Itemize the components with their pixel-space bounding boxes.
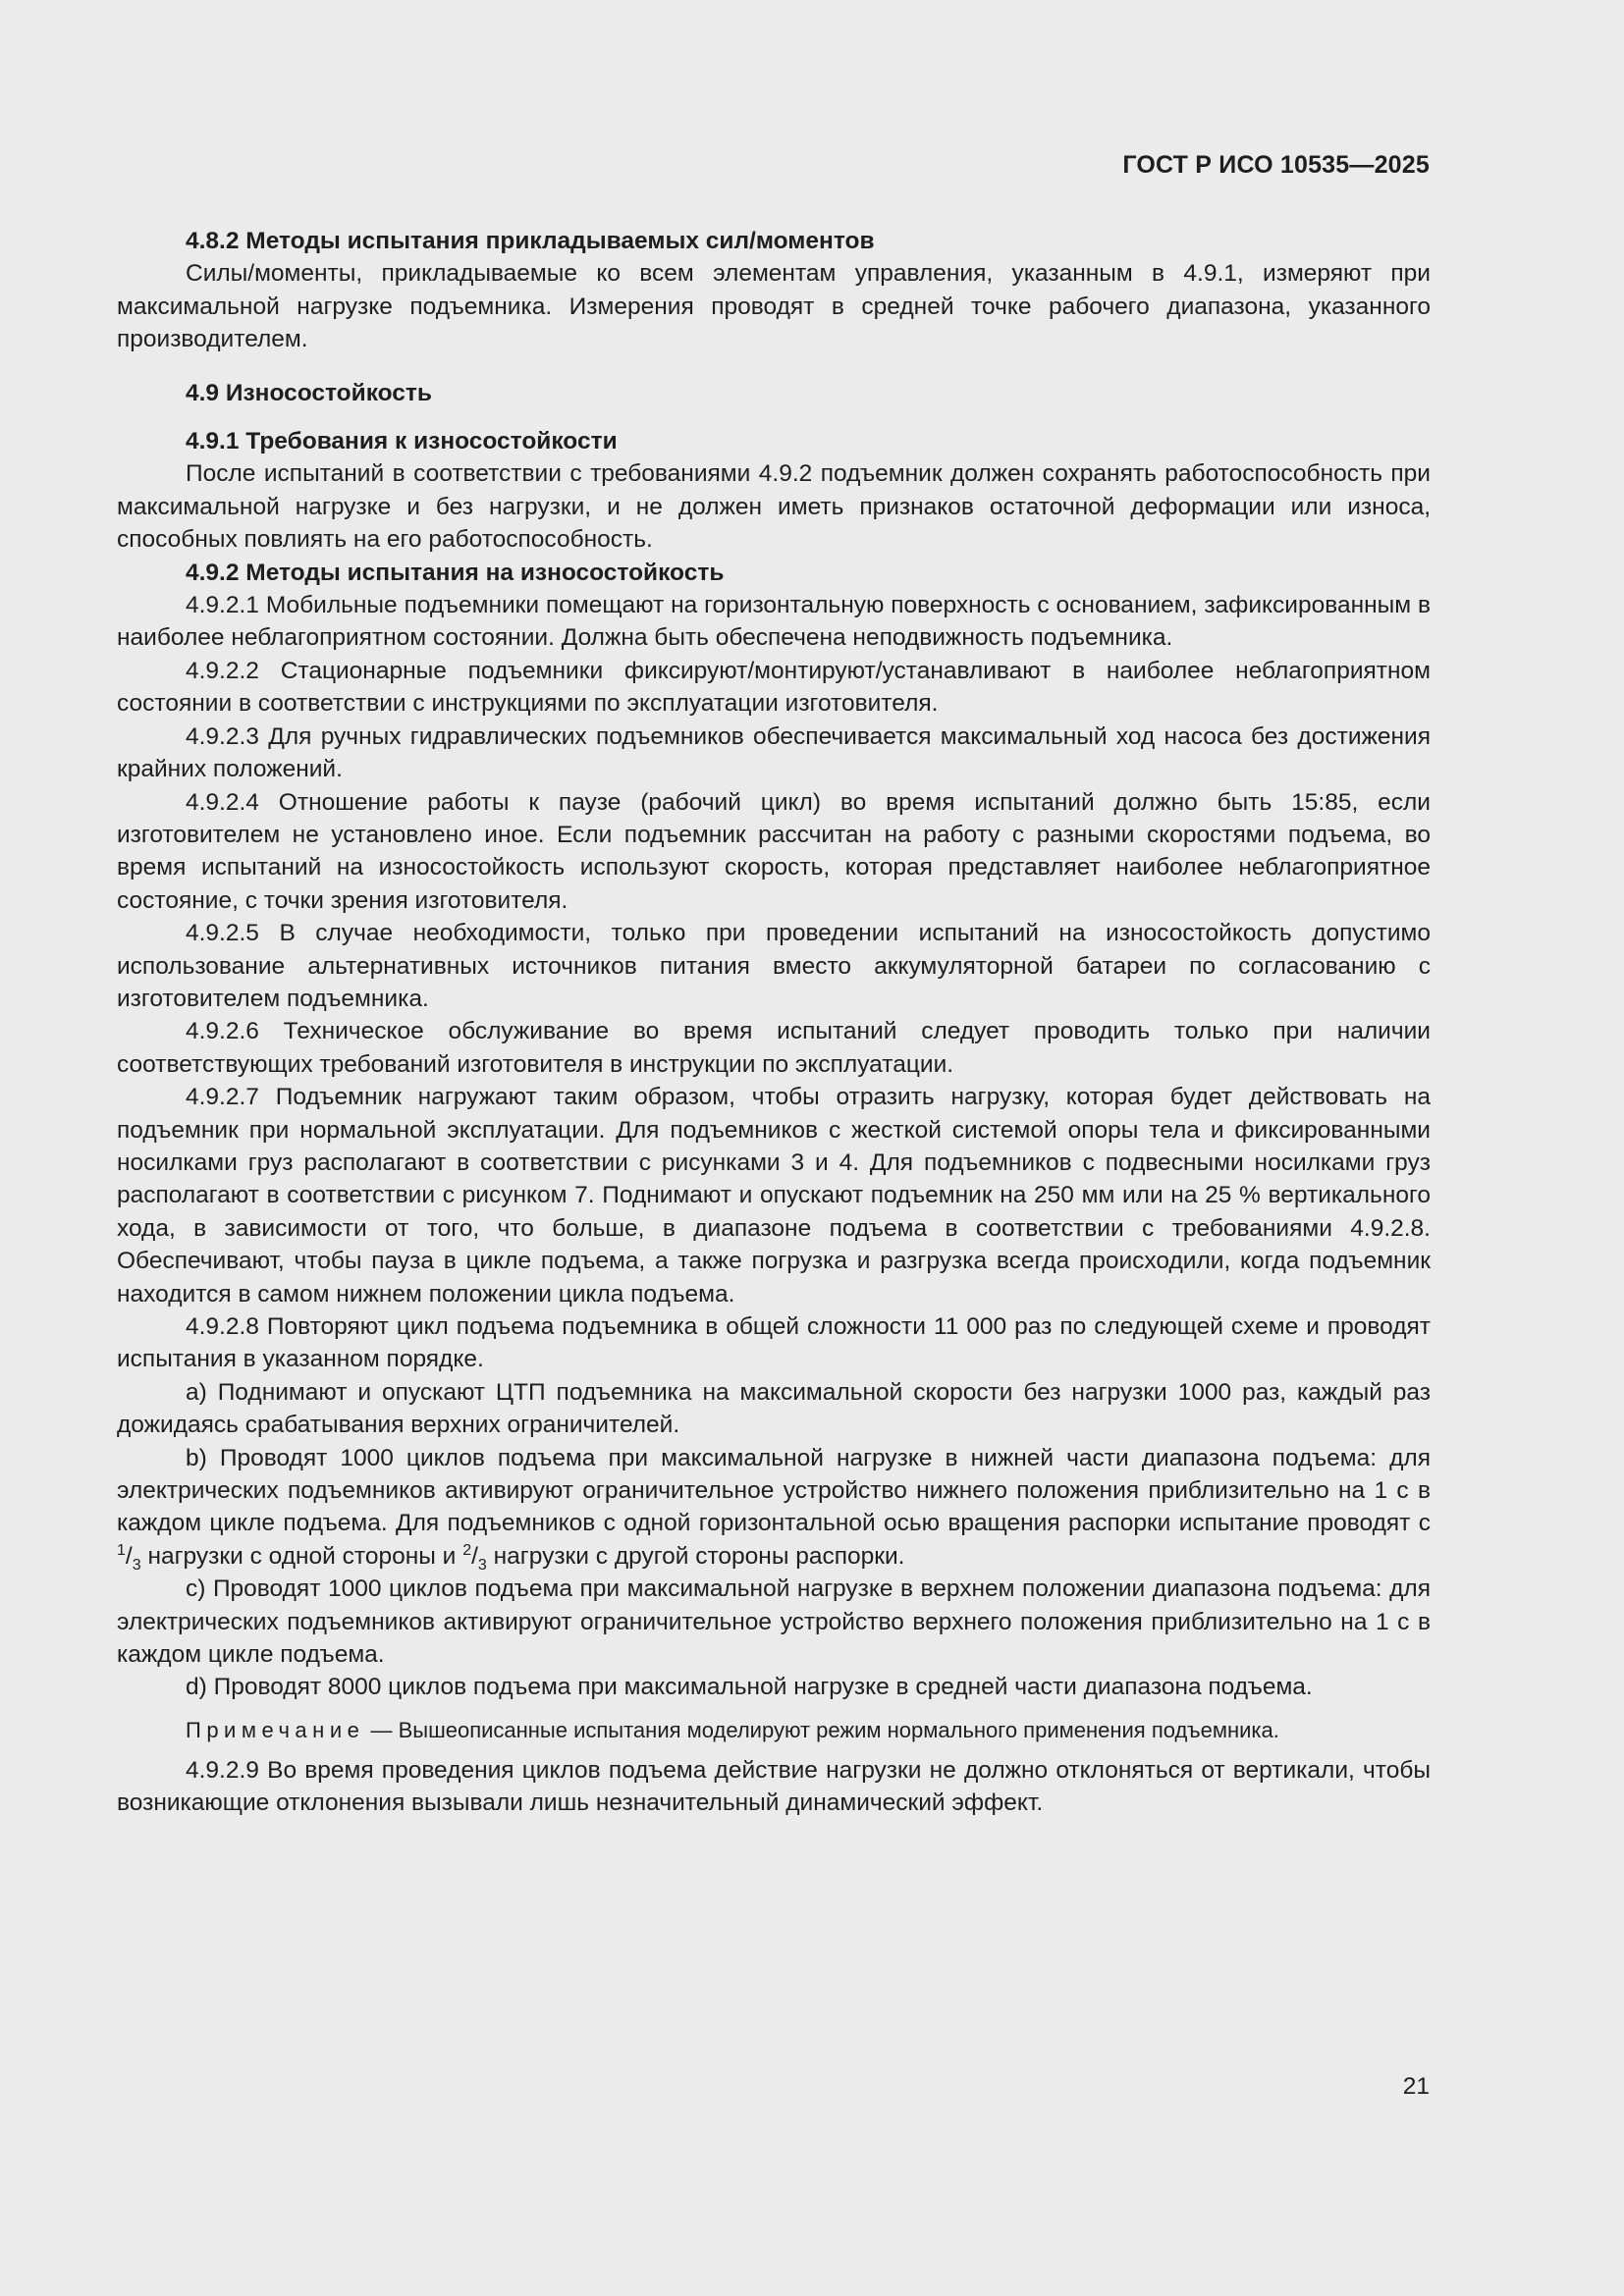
document-header-code: ГОСТ Р ИСО 10535—2025 — [1122, 151, 1430, 179]
paragraph-4-9-2-4: 4.9.2.4 Отношение работы к паузе (рабочий цикл) во время испытаний должно быть 15:85, если изготовителем не установлено иное. Если подъемник рассчитан на работу с разными скоростями подъема, во время испытаний на износостойкость используют скорость, которая представляет наиболее неблагоприятное состояние, с точки зрения изготовителя. — [117, 788, 1431, 914]
list-item-b — [117, 1442, 1431, 1574]
list-item-b-lead: b) Проводят 1000 циклов подъема при максимальной нагрузке в нижней части диапазона подъема: для электрических подъемников активируют ограничительное устройство нижнего положения приблизительно на 1 с в каждом цикле подъема. Для подъемников с одной горизонтальной осью вращения распорки испытание проводят с — [117, 1444, 1431, 1537]
list-item-b-tail: нагрузки с другой стороны распорки. — [493, 1542, 905, 1570]
paragraph-4-9-2-1: 4.9.2.1 Мобильные подъемники помещают на горизонтальную поверхность с основанием, зафиксированным в наиболее неблагоприятном состоянии. Должна быть обеспечена неподвижность подъемника. — [117, 592, 1431, 652]
section-4-9-title: 4.9 Износостойкость — [186, 379, 432, 406]
list-item-a: a) Поднимают и опускают ЦТП подъемника на максимальной скорости без нагрузки 1000 раз, каждый раз дожидаясь срабатывания верхних ограничителей. — [117, 1378, 1431, 1439]
note-label: Примечание — [186, 1717, 365, 1742]
paragraph-4-9-2-2: 4.9.2.2 Стационарные подъемники фиксируют/монтируют/устанавливают в наиболее неблагоприятном состоянии в соответствии с инструкциями по эксплуатации изготовителя. — [117, 657, 1431, 718]
paragraph-4-9-2-3: 4.9.2.3 Для ручных гидравлических подъемников обеспечивается максимальный ход насоса без достижения крайних положений. — [117, 722, 1431, 783]
paragraph-4-9-2-5: 4.9.2.5 В случае необходимости, только при проведении испытаний на износостойкость допустимо использование альтернативных источников питания вместо аккумуляторной батареи по согласованию с изготовителем подъемника. — [117, 920, 1431, 1012]
paragraph-4-9-2-6: 4.9.2.6 Техническое обслуживание во время испытаний следует проводить только при наличии соответствующих требований изготовителя в инструкции по эксплуатации. — [117, 1018, 1431, 1078]
section-4-8-2-text: Силы/моменты, прикладываемые ко всем элементам управления, указанным в 4.9.1, измеряют при максимальной нагрузке подъемника. Измерения проводят в средней точке рабочего диапазона, указанного производителем. — [117, 260, 1431, 353]
list-item-d: d) Проводят 8000 циклов подъема при максимальной нагрузке в средней части диапазона подъема. — [186, 1674, 1313, 1701]
paragraph-4-9-2-7: 4.9.2.7 Подъемник нагружают таким образом, чтобы отразить нагрузку, которая будет действовать на подъемник при нормальной эксплуатации. Для подъемников с жесткой системой опоры тела и фиксированными носилками груз располагают в соответствии с рисунками 3 и 4. Для подъемников с подвесными носилками груз располагают в соответствии с рисунком 7. Поднимают и опускают подъемник на 250 мм или на 25 % вертикального хода, в зависимости от того, что больше, в диапазоне подъема в соответствии с требованиями 4.9.2.8. Обеспечивают, чтобы пауза в цикле подъема, а также погрузка и разгрузка всегда происходили, когда подъемник находится в самом нижнем положении цикла подъема. — [117, 1084, 1431, 1308]
document-body — [117, 225, 1431, 1820]
section-4-9-1-text: После испытаний в соответствии с требованиями 4.9.2 подъемник должен сохранять работоспособность при максимальной нагрузке и без нагрузки, и не должен иметь признаков остаточной деформации или износа, способных повлиять на его работоспособность. — [117, 460, 1431, 554]
section-4-8-2-title: 4.8.2 Методы испытания прикладываемых сил/моментов — [186, 228, 875, 254]
note — [117, 1716, 1431, 1745]
fraction-two-thirds: $^2/_3$ — [462, 1541, 487, 1574]
list-item-b-middle: нагрузки с одной стороны и — [147, 1542, 457, 1570]
fraction-one-third: $^1/_3$ — [117, 1541, 141, 1574]
page-number: 21 — [1402, 2073, 1430, 2100]
list-item-c: c) Проводят 1000 циклов подъема при максимальной нагрузке в верхнем положении диапазона подъема: для электрических подъемников активируют ограничительное устройство верхнего положения приблизительно на 1 с в каждом цикле подъема. — [117, 1575, 1431, 1669]
section-4-9-1-title: 4.9.1 Требования к износостойкости — [186, 428, 618, 455]
paragraph-4-9-2-9: 4.9.2.9 Во время проведения циклов подъема действие нагрузки не должно отклоняться от вертикали, чтобы возникающие отклонения вызывали лишь незначительный динамический эффект. — [117, 1756, 1431, 1817]
note-text: — Вышеописанные испытания моделируют режим нормального применения подъемника. — [370, 1717, 1279, 1742]
paragraph-4-9-2-8: 4.9.2.8 Повторяют цикл подъема подъемника в общей сложности 11 000 раз по следующей схеме и проводят испытания в указанном порядке. — [117, 1313, 1431, 1373]
section-4-9-2-title: 4.9.2 Методы испытания на износостойкость — [186, 559, 725, 586]
